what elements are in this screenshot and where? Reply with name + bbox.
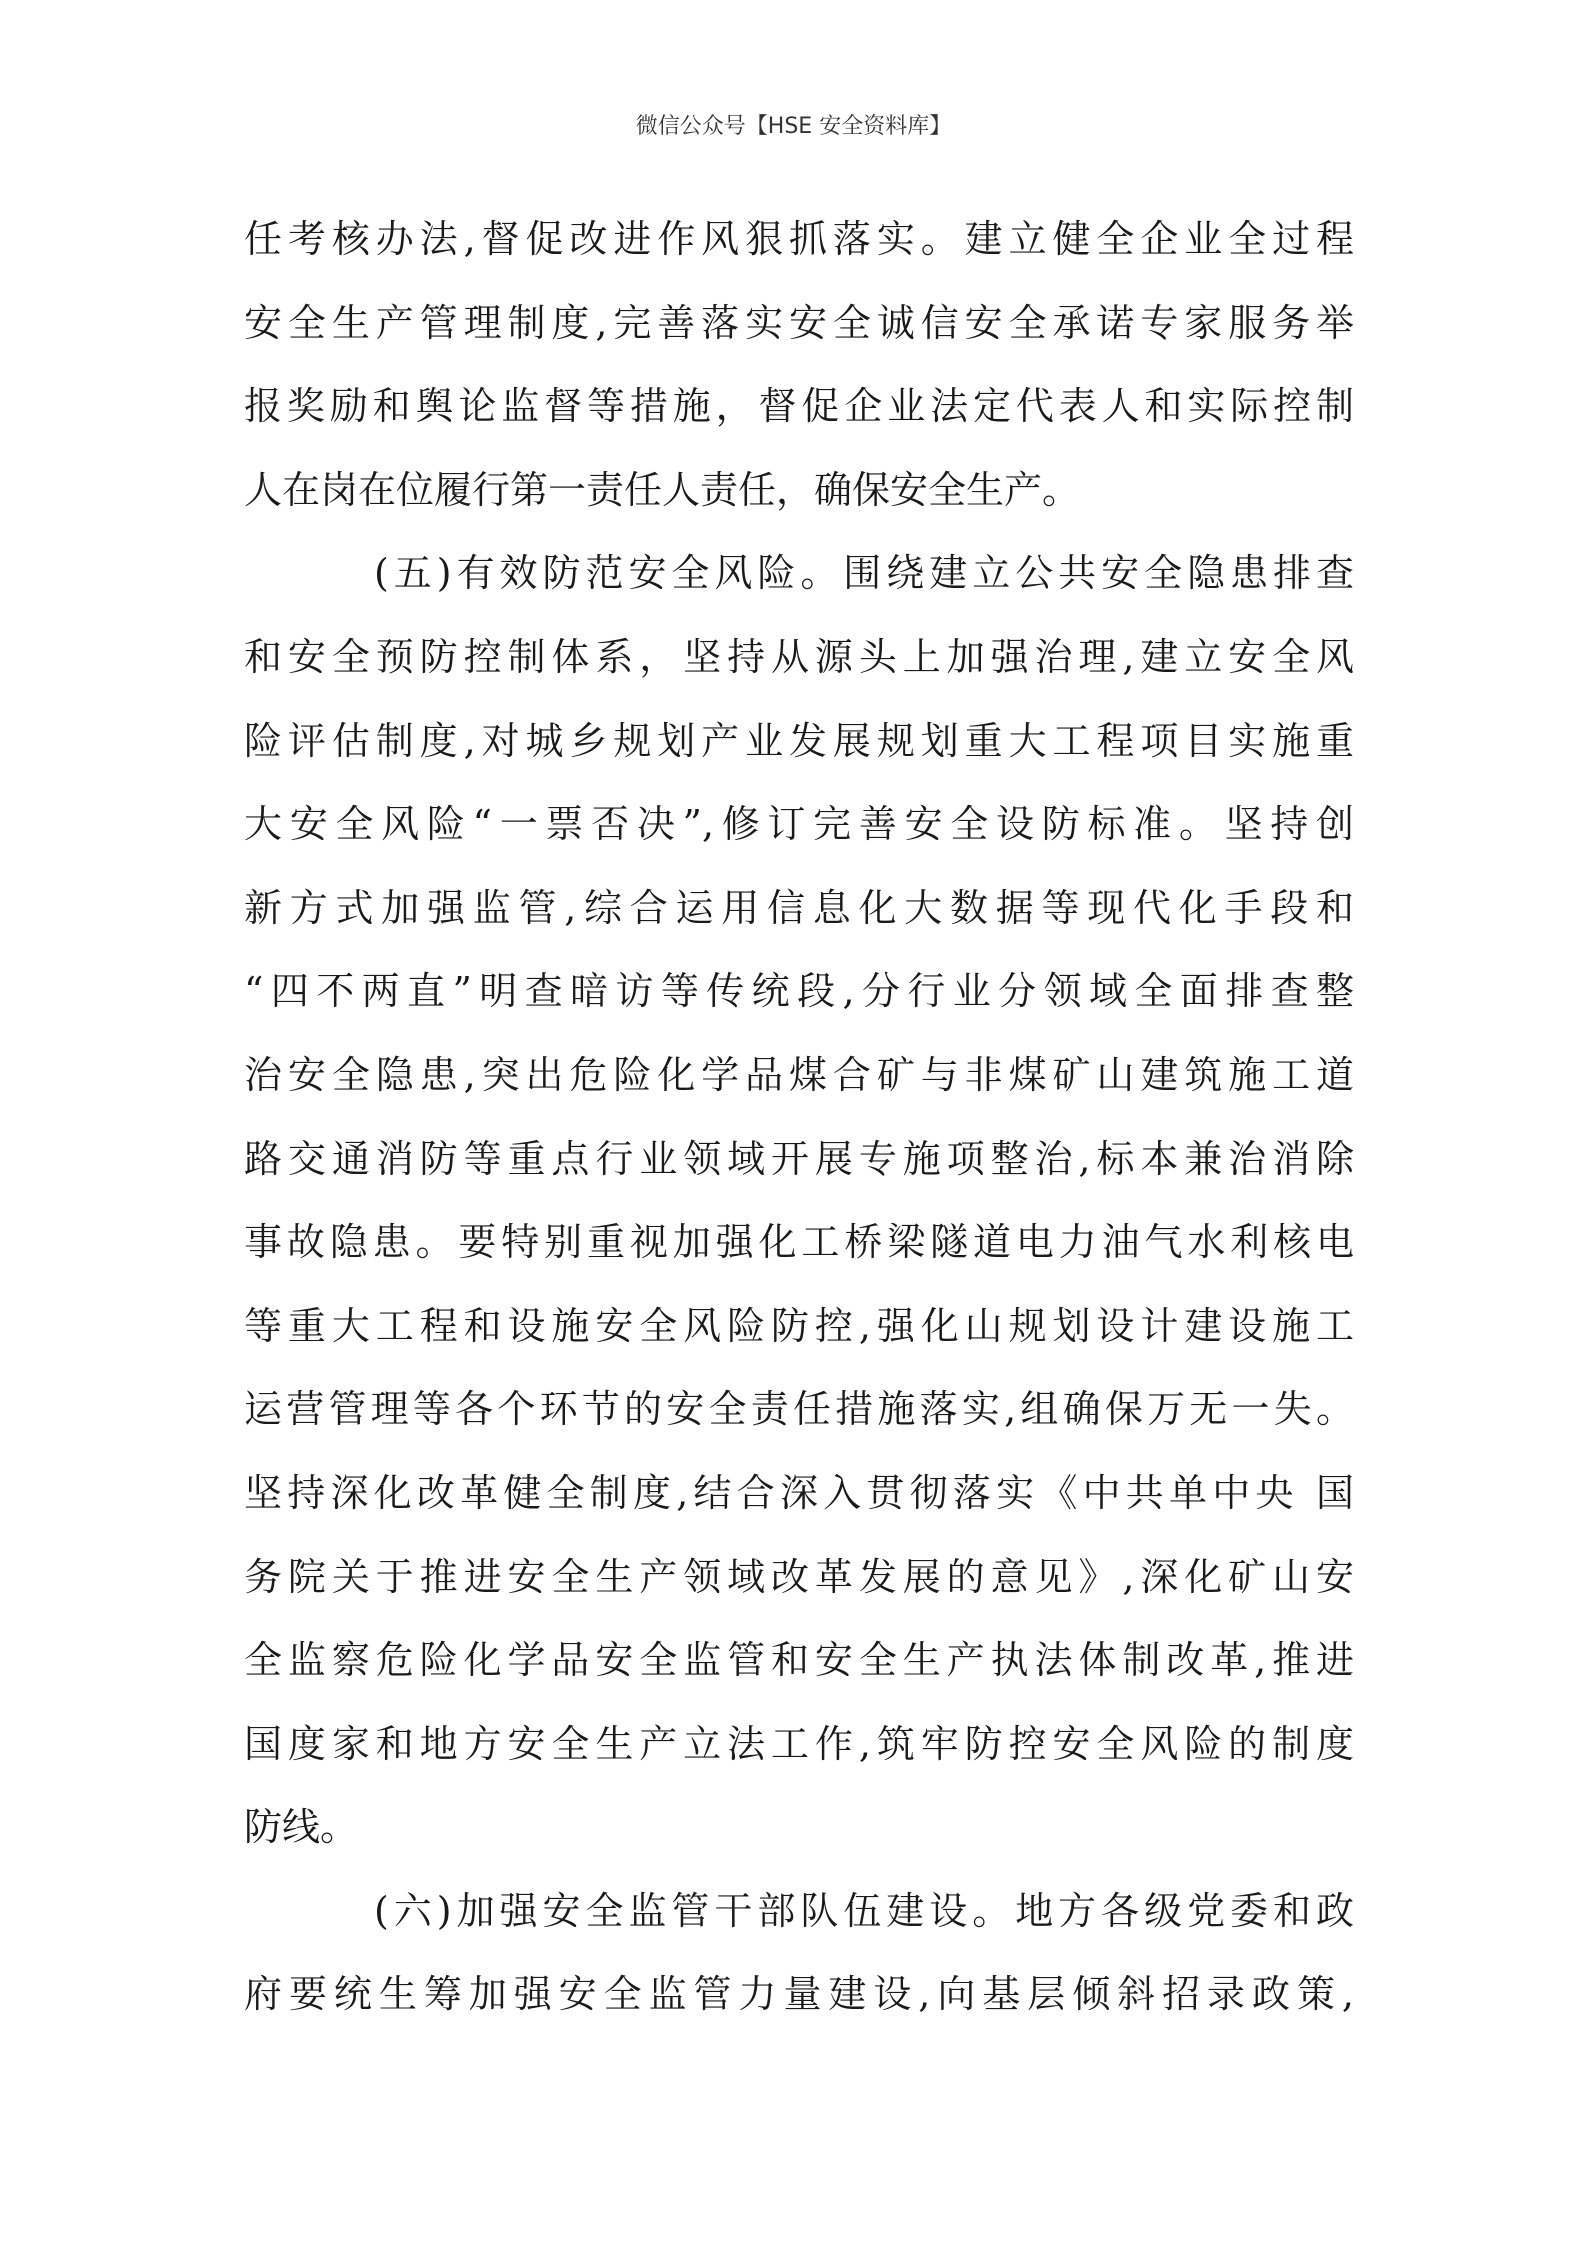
- text-line: 大安全风险“一票否决”,修订完善安全设防标准。坚持创: [244, 802, 1354, 847]
- text-line: 治安全隐患,突出危险化学品煤合矿与非煤矿山建筑施工道: [244, 1052, 1354, 1097]
- text-line: 人在岗在位履行第一责任人责任，确保安全生产。: [244, 467, 1081, 512]
- body-text: [244, 198, 1354, 2037]
- text-line: 和安全预防控制体系，坚持从源头上加强治理,建立安全风: [244, 634, 1354, 679]
- text-line: 等重大工程和设施安全风险防控,强化山规划设计建设施工: [244, 1303, 1354, 1348]
- page-header: 微信公众号【HSE 安全资料库】: [635, 114, 952, 139]
- text-line: 报奖励和舆论监督等措施，督促企业法定代表人和实际控制: [244, 384, 1354, 429]
- text-line: 务院关于推进安全生产领域改革发展的意见》,深化矿山安: [244, 1554, 1354, 1599]
- text-line: 任考核办法,督促改进作风狠抓落实。建立健全企业全过程: [244, 217, 1354, 261]
- text-line: 事故隐患。要特别重视加强化工桥梁隧道电力油气水利核电: [244, 1220, 1354, 1265]
- text-line: 府要统生筹加强安全监管力量建设,向基层倾斜招录政策,: [244, 1972, 1354, 2017]
- text-line: “四不两直”明查暗访等传统段,分行业分领域全面排查整: [244, 969, 1354, 1014]
- text-line: 路交通消防等重点行业领域开展专施项整治,标本兼治消除: [244, 1136, 1354, 1181]
- text-line: (六)加强安全监管干部队伍建设。地方各级党委和政: [374, 1888, 1354, 1933]
- text-line: 运营管理等各个环节的安全责任措施落实,组确保万无一失。: [244, 1387, 1354, 1432]
- text-line: 国度家和地方安全生产立法工作,筑牢防控安全风险的制度: [244, 1721, 1354, 1766]
- text-line: (五)有效防范安全风险。围绕建立公共安全隐患排查: [374, 551, 1354, 596]
- text-line: 险评估制度,对城乡规划产业发展规划重大工程项目实施重: [244, 718, 1354, 763]
- text-line: 安全生产管理制度,完善落实安全诚信安全承诺专家服务举: [244, 300, 1354, 345]
- text-line: 坚持深化改革健全制度,结合深入贯彻落实《中共单中央 国: [244, 1470, 1354, 1515]
- text-line: 防线。: [244, 1805, 359, 1850]
- text-line: 全监察危险化学品安全监管和安全生产执法体制改革,推进: [244, 1638, 1354, 1683]
- text-line: 新方式加强监管,综合运用信息化大数据等现代化手段和: [244, 885, 1354, 930]
